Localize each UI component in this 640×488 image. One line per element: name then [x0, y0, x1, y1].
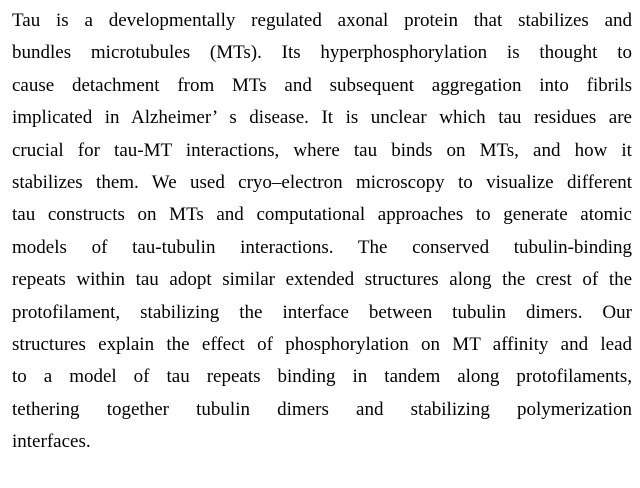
abstract-line: to a model of tau repeats binding in tandem along protofilaments,	[12, 366, 632, 388]
abstract-line: tau constructs on MTs and computational approaches to generate atomic	[12, 204, 632, 226]
abstract-line: implicated in Alzheimer’ s disease. It is unclear which tau residues are	[12, 107, 632, 129]
abstract-line: protofilament, stabilizing the interface between tubulin dimers. Our	[12, 301, 632, 323]
abstract-line: stabilizes them. We used cryo–electron microscopy to visualize different	[12, 171, 633, 193]
abstract-line: interfaces.	[12, 431, 91, 453]
abstract-line: tethering together tubulin dimers and stabilizing polymerization	[12, 398, 633, 420]
abstract-text	[12, 5, 632, 458]
abstract-line: Tau is a developmentally regulated axonal protein that stabilizes and	[12, 10, 633, 31]
abstract-line: crucial for tau-MT interactions, where tau binds on MTs, and how it	[12, 139, 632, 161]
abstract-line: bundles microtubules (MTs). Its hyperphosphorylation is thought to	[12, 42, 633, 64]
abstract-line: structures explain the effect of phosphorylation on MT affinity and lead	[12, 333, 633, 355]
abstract-line: cause detachment from MTs and subsequent aggregation into fibrils	[12, 74, 632, 96]
abstract-line: repeats within tau adopt similar extended structures along the crest of the	[12, 269, 633, 291]
abstract-line: models of tau-tubulin interactions. The conserved tubulin-binding	[12, 236, 632, 258]
